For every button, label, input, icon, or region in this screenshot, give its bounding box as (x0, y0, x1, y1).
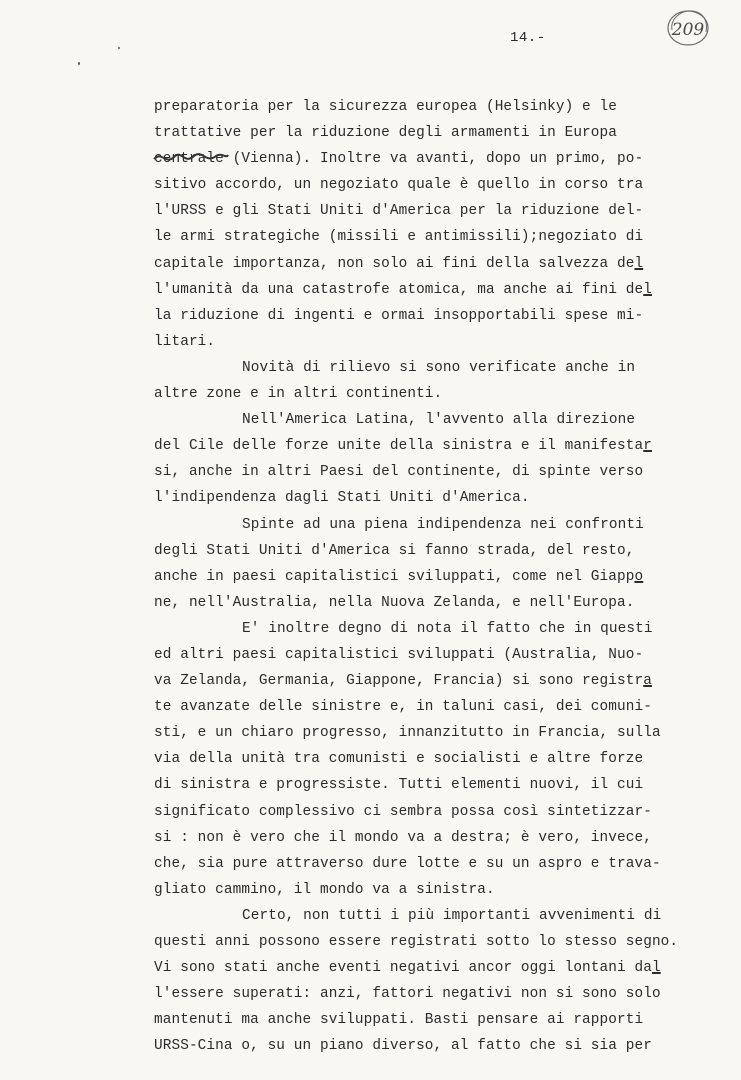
handwritten-strike-icon (152, 149, 230, 167)
text-line: l'essere superati: anzi, fattori negativi non si sono solo (154, 986, 661, 1003)
text-line: Nell'America Latina, l'avvento alla direzione (242, 412, 636, 429)
text-segment: (Vienna). Inoltre va avanti, dopo un primo, po- (223, 151, 644, 168)
text-line: degli Stati Uniti d'America si fanno strada, del resto, (154, 542, 635, 559)
text-line: te avanzate delle sinistre e, in taluni casi, dei comuni- (154, 699, 652, 716)
text-line: Novità di rilievo si sono verificate anche in (242, 359, 636, 376)
text-line (154, 433, 694, 459)
underlined-letter: l (634, 255, 644, 272)
underlined-letter: l (651, 960, 661, 977)
text-line: questi anni possono essere registrati sotto lo stesso segno. (154, 934, 679, 950)
text-line: si, anche in altri Paesi del continente, di spinte verso (154, 464, 644, 481)
text-line: che, sia pure attraverso dure lotte e su un aspro e trava- (154, 855, 661, 872)
page-number: 14.- (510, 30, 546, 46)
text-segment: del Cile delle forze unite della sinistra e il manifesta (154, 438, 644, 455)
text-line: trattative per la riduzione degli armamenti in Europa (154, 125, 617, 142)
text-segment: Vi sono stati anche eventi negativi ancor oggi lontani da (154, 960, 652, 977)
text-line: URSS-Cina o, su un piano diverso, al fatto che si sia per (154, 1038, 652, 1055)
text-line: altre zone e in altri continenti. (154, 386, 443, 403)
text-line: sti, e un chiaro progresso, innanzitutto in Francia, sulla (154, 725, 661, 742)
stamp-number: 209 (671, 20, 705, 40)
text-segment: l'umanità da una catastrofe atomica, ma anche ai fini de (154, 281, 644, 298)
text-line: mantenuti ma anche sviluppati. Basti pensare ai rapporti (154, 1012, 644, 1029)
text-line: litari. (154, 333, 216, 350)
underlined-letter: l (643, 281, 652, 298)
text-line: gliato cammino, il mondo va a sinistra. (154, 881, 495, 898)
text-line: significato complessivo ci sembra possa così sintetizzar- (154, 803, 652, 820)
text-line: preparatoria per la sicurezza europea (Helsinky) e le (154, 99, 617, 115)
text-line: la riduzione di ingenti e ormai insopportabili spese mi- (154, 307, 644, 324)
archive-stamp-icon (664, 6, 712, 50)
text-line: Spinte ad una piena indipendenza nei confronti (242, 516, 644, 533)
text-line: sitivo accordo, un negoziato quale è quello in corso tra (154, 177, 644, 194)
text-line: l'indipendenza dagli Stati Uniti d'America. (154, 490, 530, 507)
text-line: le armi strategiche (missili e antimissili);negoziato di (154, 229, 644, 246)
text-line (154, 564, 694, 590)
text-line (154, 277, 694, 303)
text-segment: anche in paesi capitalistici sviluppati, come nel Giapp (154, 568, 635, 585)
scan-speck (118, 47, 120, 49)
text-segment: va Zelanda, Germania, Giappone, Francia) si sono registr (154, 673, 644, 690)
text-line: ne, nell'Australia, nella Nuova Zelanda, e nell'Europa. (154, 594, 635, 611)
struck-word-text: centrale (154, 151, 224, 168)
text-line: E' inoltre degno di nota il fatto che in questi (242, 620, 653, 637)
text-line (154, 668, 694, 694)
text-line: l'URSS e gli Stati Uniti d'America per la riduzione del- (154, 203, 644, 220)
underlined-letter: o (634, 568, 644, 585)
underlined-letter: r (643, 438, 652, 455)
text-line (154, 251, 694, 277)
text-line: via della unità tra comunisti e socialisti e altre forze (154, 751, 644, 768)
scan-speck (78, 62, 80, 65)
text-line (154, 955, 694, 981)
underlined-letter: a (643, 673, 652, 690)
typewritten-body (154, 94, 694, 1059)
text-line: ed altri paesi capitalistici sviluppati (Australia, Nuo- (154, 646, 644, 663)
text-line: Certo, non tutti i più importanti avvenimenti di (242, 907, 662, 924)
text-line (154, 146, 694, 172)
text-line: si : non è vero che il mondo va a destra; è vero, invece, (154, 829, 652, 846)
text-line: di sinistra e progressiste. Tutti elementi nuovi, il cui (154, 777, 644, 794)
text-segment: capitale importanza, non solo ai fini della salvezza de (154, 255, 635, 272)
struck-word (154, 146, 224, 172)
